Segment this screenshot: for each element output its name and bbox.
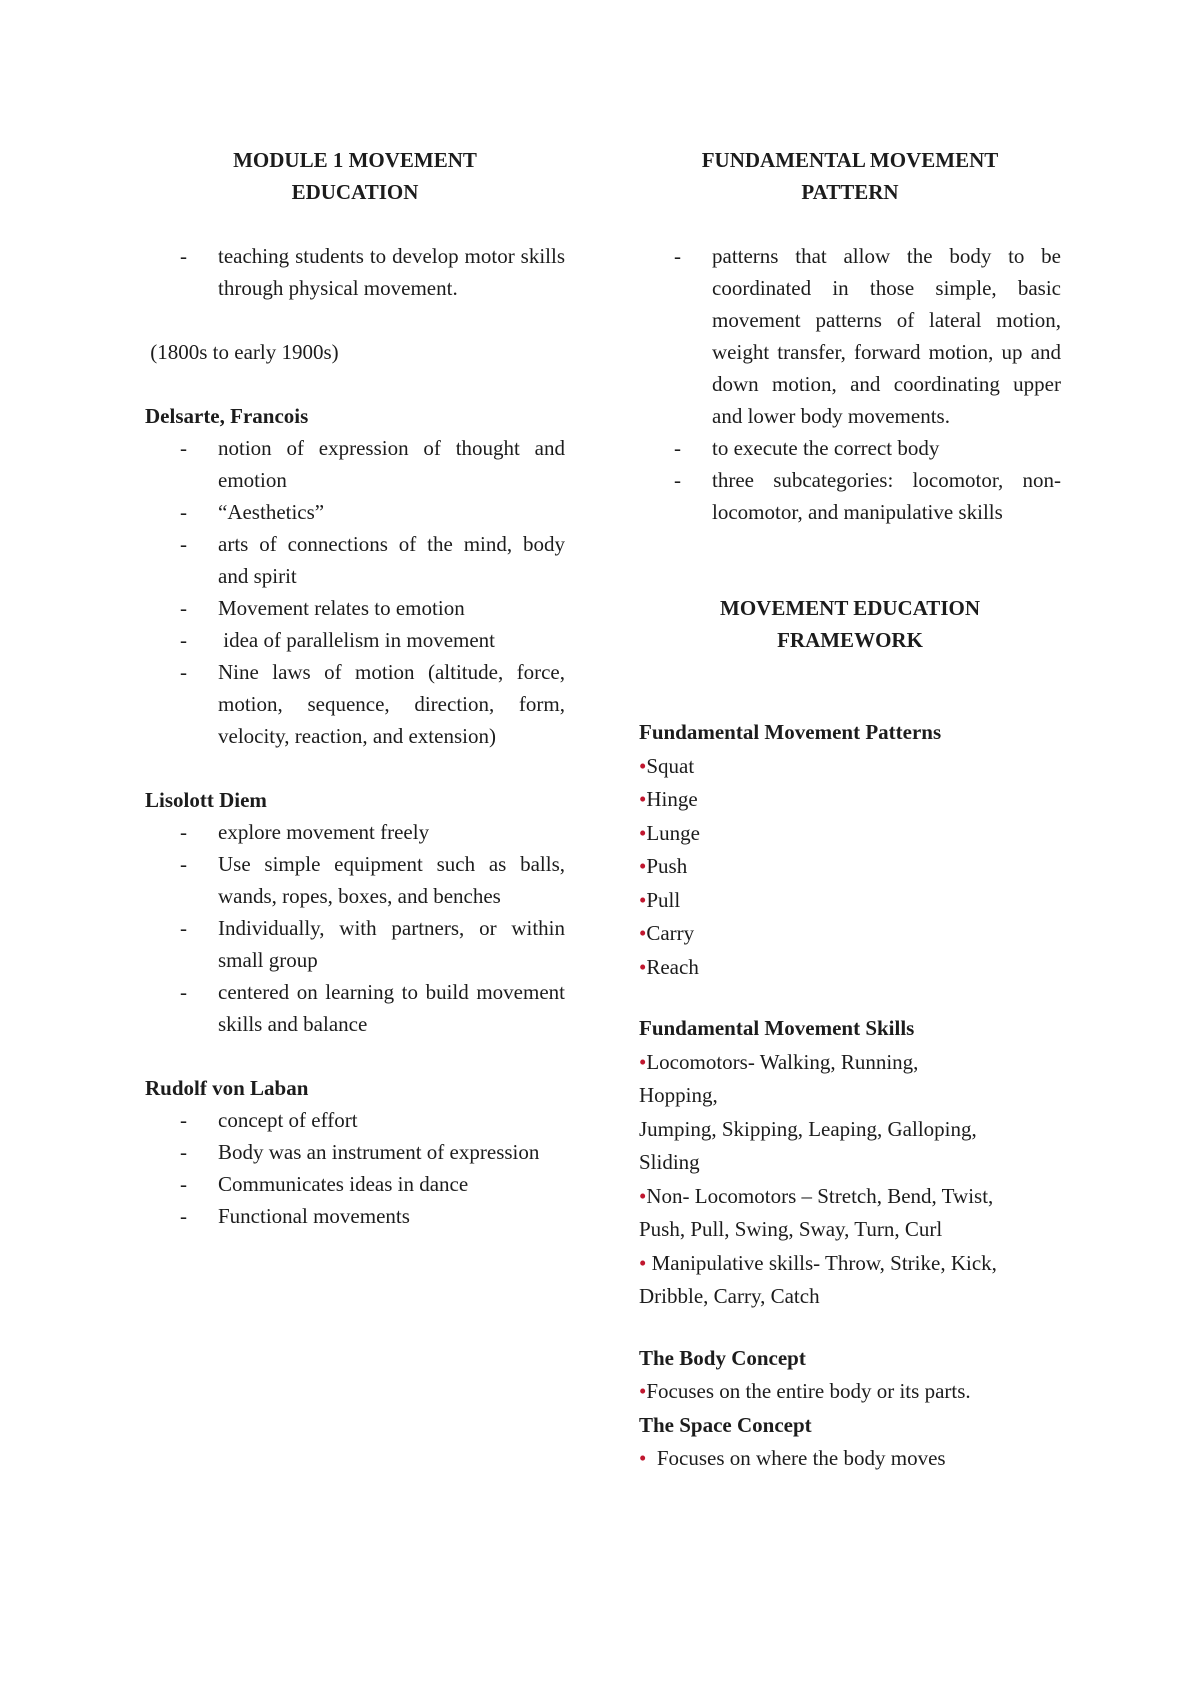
list-item: - Body was an instrument of expression bbox=[218, 1136, 565, 1168]
module-title bbox=[145, 144, 565, 208]
skill-line bbox=[639, 1213, 1061, 1247]
pattern-item bbox=[639, 850, 1061, 884]
bullet-icon: • bbox=[639, 787, 647, 811]
list-item: - idea of parallelism in movement bbox=[218, 624, 565, 656]
intro-list bbox=[145, 240, 565, 304]
space-concept-heading: The Space Concept bbox=[639, 1412, 812, 1437]
skill-line bbox=[639, 1180, 1061, 1214]
bullet-icon: • bbox=[639, 1446, 647, 1470]
skill-text: Sliding bbox=[639, 1150, 700, 1174]
skills-list bbox=[639, 1046, 1061, 1314]
pattern-label: Carry bbox=[646, 921, 695, 945]
body-concept-description: Focuses on the entire body or its parts. bbox=[646, 1379, 971, 1403]
bullet-icon: • bbox=[639, 1049, 647, 1074]
bullet-icon: • bbox=[639, 820, 647, 845]
delsarte-list bbox=[145, 432, 565, 752]
skill-line bbox=[639, 1146, 1061, 1180]
list-item: - patterns that allow the body to be coordinated in those simple, basic movement patterns of lateral motion, weight transfer, forward motion, up and down motion, and coordinating upper and lower body movements. bbox=[712, 240, 1061, 432]
skill-line bbox=[639, 1280, 1061, 1314]
period-text: (1800s to early 1900s) bbox=[145, 340, 339, 364]
pattern-list bbox=[639, 240, 1061, 528]
framework-title-line1: MOVEMENT EDUCATION bbox=[720, 596, 980, 620]
list-item: - Individually, with partners, or within small group bbox=[218, 912, 565, 976]
list-item: - teaching students to develop motor skills through physical movement. bbox=[218, 240, 565, 304]
pattern-item bbox=[639, 817, 1061, 851]
pattern-label: Squat bbox=[646, 753, 695, 778]
pattern-title bbox=[639, 144, 1061, 208]
list-item: - explore movement freely bbox=[218, 816, 565, 848]
skill-text: Manipulative skills- Throw, Strike, Kick, bbox=[646, 1250, 997, 1275]
section-heading-laban: Rudolf von Laban bbox=[145, 1076, 309, 1100]
laban-list bbox=[145, 1104, 565, 1232]
body-concept-text bbox=[639, 1375, 1061, 1409]
list-item: - Nine laws of motion (altitude, force, motion, sequence, direction, form, velocity, reaction, and extension) bbox=[218, 656, 565, 752]
skill-line bbox=[639, 1247, 1061, 1281]
pattern-label: Push bbox=[646, 854, 688, 878]
body-concept-heading: The Body Concept bbox=[639, 1345, 806, 1370]
pattern-item bbox=[639, 750, 1061, 784]
bullet-icon: • bbox=[639, 1250, 647, 1275]
list-item: - three subcategories: locomotor, non-locomotor, and manipulative skills bbox=[712, 464, 1061, 528]
list-item: - Movement relates to emotion bbox=[218, 592, 565, 624]
list-item: - arts of connections of the mind, body and spirit bbox=[218, 528, 565, 592]
right-column bbox=[639, 144, 1061, 1476]
skill-text: Dribble, Carry, Catch bbox=[639, 1284, 820, 1308]
list-item: - notion of expression of thought and emotion bbox=[218, 432, 565, 496]
section-heading-delsarte: Delsarte, Francois bbox=[145, 404, 309, 428]
list-item: - centered on learning to build movement skills and balance bbox=[218, 976, 565, 1040]
section-heading-diem: Lisolott Diem bbox=[145, 788, 267, 812]
skills-heading: Fundamental Movement Skills bbox=[639, 1016, 915, 1040]
list-item: - Use simple equipment such as balls, wands, ropes, boxes, and benches bbox=[218, 848, 565, 912]
framework-title-line2: FRAMEWORK bbox=[777, 628, 923, 652]
list-item: - Functional movements bbox=[218, 1200, 565, 1232]
skill-text: Non- Locomotors – Stretch, Bend, Twist, bbox=[646, 1183, 994, 1208]
left-column bbox=[145, 144, 565, 1232]
bullet-icon: • bbox=[639, 1379, 647, 1403]
skill-text: Hopping, bbox=[639, 1083, 718, 1107]
pattern-item bbox=[639, 951, 1061, 985]
bullet-icon: • bbox=[639, 887, 647, 912]
diem-list bbox=[145, 816, 565, 1040]
module-title-line2: EDUCATION bbox=[291, 180, 419, 204]
space-concept-description: Focuses on where the body moves bbox=[646, 1446, 946, 1470]
bullet-icon: • bbox=[639, 921, 647, 945]
bullet-icon: • bbox=[639, 954, 647, 979]
pattern-label: Hinge bbox=[646, 787, 698, 811]
framework-title bbox=[639, 592, 1061, 656]
pattern-label: Pull bbox=[646, 887, 681, 912]
list-item: - concept of effort bbox=[218, 1104, 565, 1136]
bullet-icon: • bbox=[639, 1183, 647, 1208]
skill-line bbox=[639, 1046, 1061, 1080]
list-item: - “Aesthetics” bbox=[218, 496, 565, 528]
space-concept-text bbox=[639, 1442, 1061, 1476]
pattern-title-line1: FUNDAMENTAL MOVEMENT bbox=[701, 148, 999, 172]
skill-text: Push, Pull, Swing, Sway, Turn, Curl bbox=[639, 1217, 943, 1241]
skill-line bbox=[639, 1113, 1061, 1147]
pattern-title-line2: PATTERN bbox=[801, 180, 899, 204]
patterns-list bbox=[639, 750, 1061, 985]
pattern-item bbox=[639, 884, 1061, 918]
skill-text: Jumping, Skipping, Leaping, Galloping, bbox=[639, 1116, 977, 1141]
pattern-item bbox=[639, 783, 1061, 817]
pattern-label: Lunge bbox=[646, 820, 701, 845]
bullet-icon: • bbox=[639, 854, 647, 878]
bullet-icon: • bbox=[639, 753, 647, 778]
skill-text: Locomotors- Walking, Running, bbox=[646, 1049, 919, 1074]
list-item: - Communicates ideas in dance bbox=[218, 1168, 565, 1200]
module-title-line1: MODULE 1 MOVEMENT bbox=[233, 148, 477, 172]
patterns-heading: Fundamental Movement Patterns bbox=[639, 720, 942, 744]
list-item: - to execute the correct body bbox=[712, 432, 1061, 464]
pattern-item bbox=[639, 917, 1061, 951]
pattern-label: Reach bbox=[646, 954, 699, 979]
skill-line bbox=[639, 1079, 1061, 1113]
